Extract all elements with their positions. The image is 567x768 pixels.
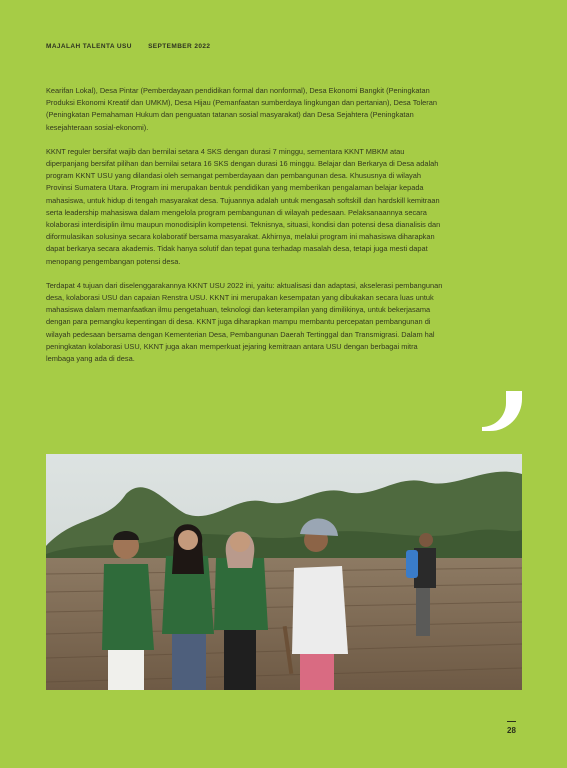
page-number: 28 xyxy=(507,726,516,735)
publication-name: MAJALAH TALENTA USU xyxy=(46,43,132,50)
paragraph-2: KKNT reguler bersifat wajib dan bernilai setara 4 SKS dengan durasi 7 minggu, sementara KKNT MBKM atau diperpanjang bersifat pilihan dan bernilai setara 16 SKS dengan durasi 16 minggu. Belajar dan Berkarya di Desa adalah program KKNT USU yang dilandasi oleh semangat pemberdayaan dan pembangunan desa. Khususnya di wilayah Provinsi Sumatera Utara. Program ini merupakan bentuk pendidikan yang memberikan pengalaman belajar kepada mahasiswa, untuk hidup di tengah masyarakat desa. Tujuannya adalah untuk mengasah softskill dan hardskill kemitraan serta leadership mahasiswa dalam mengelola program pembangunan di wilayah pedesaan. Pelaksanaannya secara kolaborasi interdisiplin ilmu maupun monodisiplin kompetensi. Teknisnya, situasi, kondisi dan potensi desa dianalisis dan diformulasikan solusinya secara kolaboratif bersama masyarakat. Akhirnya, melalui program ini mahasiswa diharapkan dapat berkarya secara akademis. Tidak hanya solutif dan tepat guna terhadap masalah desa, tetapi juga mesti dapat menopang pengembangan potensi desa. xyxy=(46,146,441,266)
article-photo xyxy=(46,454,522,690)
photo-illustration xyxy=(46,454,522,690)
paragraph-3: Terdapat 4 tujuan dari diselenggarakannya KKNT USU 2022 ini, yaitu: aktualisasi dan adaptasi, akselerasi pembangunan desa, kolaborasi USU dan capaian Renstra USU. KKNT ini merupakan kesempatan yang dibukakan secara luas untuk mahasiswa dalam memanfaatkan ilmu pengetahuan, teknologi dan keterampilan yang dimilikinya, untuk bekerjasama dengan para pemangku kepentingan di desa. KKNT juga diharapkan mampu membantu percepatan pembangunan di wilayah pedesaan bersama dengan Kementerian Desa, Pembangunan Daerah Tertinggal dan Transmigrasi. Dalam hal peningkatan kolaborasi USU, KKNT juga akan memperkuat jejaring kemitraan antara USU dengan berbagai mitra lembaga yang ada di desa. xyxy=(46,280,443,364)
issue-date: SEPTEMBER 2022 xyxy=(148,43,211,50)
paragraph-1: Kearifan Lokal), Desa Pintar (Pemberdayaan pendidikan formal dan nonformal), Desa Ekonomi Bangkit (Peningkatan Produksi Ekonomi Kreatif dan UMKM), Desa Hijau (Pemanfaatan sumberdaya lingkungan dan pertanian), Desa Toleran (Peningkatan Pemahaman Hukum dan penguatan tatanan sosial masyarakat) dan Desa Sejahtera (Peningkatan kesejahteraan sosial-ekonomi). xyxy=(46,86,437,132)
running-header xyxy=(46,43,224,50)
decorative-corner-mark xyxy=(482,391,522,431)
article-body xyxy=(46,85,446,377)
page-number-rule xyxy=(507,721,516,722)
